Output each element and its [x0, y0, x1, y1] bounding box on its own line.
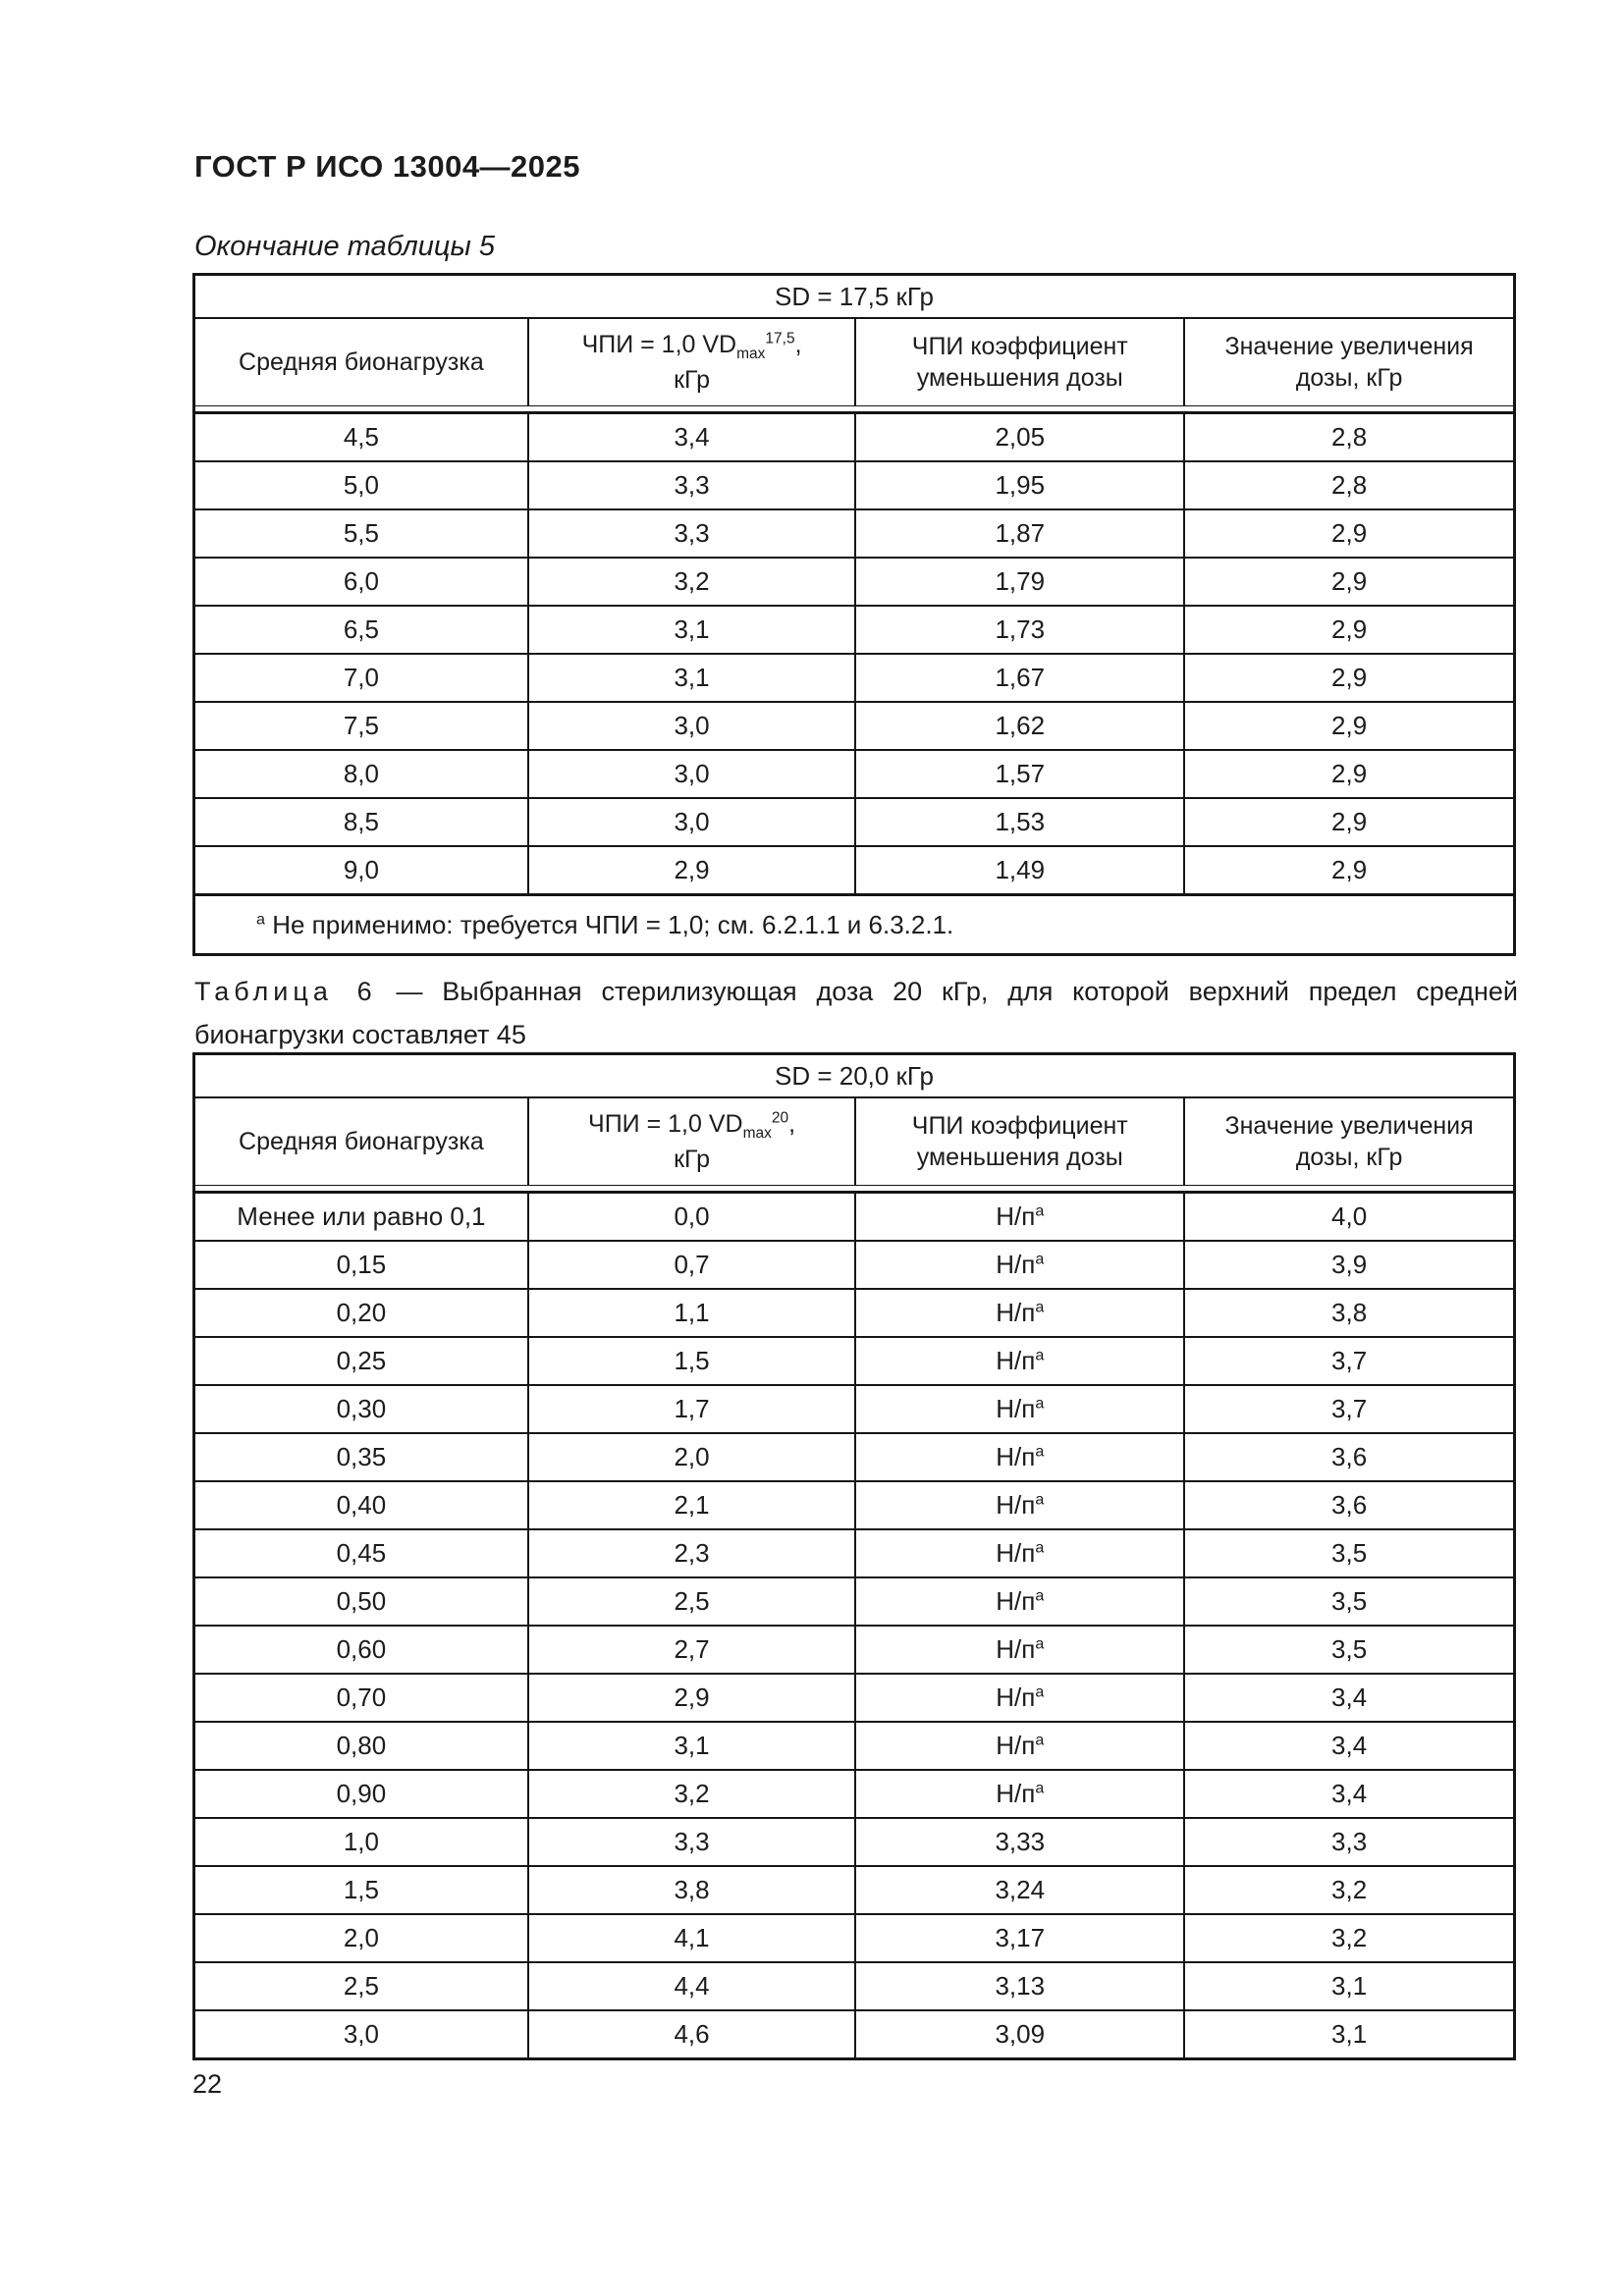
table-row [194, 1722, 1515, 1770]
table-row [194, 846, 1515, 895]
table6-caption-label: Таблица 6 [194, 977, 377, 1006]
table5-body [194, 413, 1515, 895]
table-cell: 3,1 [528, 654, 856, 702]
table-cell: 4,0 [1184, 1193, 1514, 1242]
table-cell: 1,73 [855, 606, 1184, 654]
doc-standard-title: ГОСТ Р ИСО 13004—2025 [194, 149, 581, 184]
table-cell: 3,3 [528, 1818, 856, 1866]
table-row [194, 702, 1515, 750]
table-cell: 2,9 [1184, 606, 1514, 654]
table-cell: 9,0 [194, 846, 528, 895]
table-cell: 0,15 [194, 1241, 528, 1289]
table-cell: 1,79 [855, 558, 1184, 606]
table-cell: 3,5 [1184, 1626, 1514, 1674]
table-cell: $Н/п^a$ [855, 1241, 1184, 1289]
table-cell: 2,9 [1184, 558, 1514, 606]
table-cell: $Н/п^a$ [855, 1385, 1184, 1433]
table-cell: 3,7 [1184, 1337, 1514, 1385]
table-cell: $Н/п^a$ [855, 1337, 1184, 1385]
table-cell: 1,95 [855, 461, 1184, 509]
table-cell: 8,0 [194, 750, 528, 798]
table-cell: 2,05 [855, 413, 1184, 462]
table-cell: 3,5 [1184, 1577, 1514, 1626]
table5-column-header-row [194, 318, 1515, 406]
table-row [194, 1674, 1515, 1722]
table-cell: $Н/п^a$ [855, 1722, 1184, 1770]
table-cell: 0,50 [194, 1577, 528, 1626]
table-cell: 5,5 [194, 509, 528, 558]
table-cell: 6,5 [194, 606, 528, 654]
table-cell: 1,49 [855, 846, 1184, 895]
table-row [194, 558, 1515, 606]
table-cell: 0,0 [528, 1193, 856, 1242]
table-cell: 1,0 [194, 1818, 528, 1866]
table5-col-dose-increase: Значение увеличения дозы, кГр [1184, 318, 1514, 406]
table-cell: $Н/п^a$ [855, 1674, 1184, 1722]
table-cell: 3,0 [194, 2010, 528, 2059]
table5-continuation-caption: Окончание таблицы 5 [194, 231, 495, 262]
table-cell: 3,0 [528, 798, 856, 846]
table5-footnote-row [194, 895, 1515, 955]
table5-footnote [194, 895, 1515, 955]
table-cell: 0,70 [194, 1674, 528, 1722]
table-cell: 2,9 [1184, 750, 1514, 798]
table-cell: 3,3 [528, 461, 856, 509]
table-cell: 1,62 [855, 702, 1184, 750]
page-number: 22 [192, 2069, 223, 2099]
table-cell: 0,40 [194, 1481, 528, 1529]
table-cell: 3,1 [528, 606, 856, 654]
table5-col-bioburden: Средняя бионагрузка [194, 318, 528, 406]
table-cell: 2,9 [1184, 654, 1514, 702]
table-cell: 2,5 [194, 1962, 528, 2010]
table-row [194, 1385, 1515, 1433]
table-cell: 7,5 [194, 702, 528, 750]
table-cell: 3,9 [1184, 1241, 1514, 1289]
table5-sd-17-5 [192, 273, 1516, 956]
table-cell: 0,80 [194, 1722, 528, 1770]
table6-caption-text: — Выбранная стерилизующая доза 20 кГр, для которой верхний предел средней бионагрузки составляет 45 [194, 977, 1518, 1049]
table5-sd-header: SD = 17,5 кГр [194, 275, 1515, 319]
table-row [194, 1289, 1515, 1337]
table6-col-dose-increase: Значение увеличения дозы, кГр [1184, 1097, 1514, 1186]
table-cell: 2,9 [528, 1674, 856, 1722]
table-cell: 1,5 [528, 1337, 856, 1385]
table-cell: 2,7 [528, 1626, 856, 1674]
table-cell: 4,4 [528, 1962, 856, 2010]
table-cell: 3,09 [855, 2010, 1184, 2059]
table6-col-dose-reduction: ЧПИ коэффициент уменьшения дозы [855, 1097, 1184, 1186]
table6-caption [194, 970, 1518, 1056]
table-cell: 3,4 [1184, 1674, 1514, 1722]
table-row [194, 1433, 1515, 1481]
table-cell: 3,2 [1184, 1866, 1514, 1914]
table-row [194, 1962, 1515, 2010]
table-cell: 1,5 [194, 1866, 528, 1914]
table-row [194, 1241, 1515, 1289]
table-cell: $Н/п^a$ [855, 1481, 1184, 1529]
table-cell: 3,4 [1184, 1770, 1514, 1818]
table-cell: 3,2 [528, 1770, 856, 1818]
table-cell: 3,1 [528, 1722, 856, 1770]
table-cell: 3,8 [1184, 1289, 1514, 1337]
table-row [194, 413, 1515, 462]
table-cell: 3,2 [1184, 1914, 1514, 1962]
table-cell: 3,3 [528, 509, 856, 558]
table-cell: 2,9 [1184, 509, 1514, 558]
table6-column-header-row [194, 1097, 1515, 1186]
table-cell: 3,1 [1184, 2010, 1514, 2059]
table-cell: 0,35 [194, 1433, 528, 1481]
table-cell: 2,0 [194, 1914, 528, 1962]
footnote-text: Не применимо: требуется ЧПИ = 1,0; см. 6.2.1.1 и 6.3.2.1. [272, 909, 954, 939]
table-row [194, 509, 1515, 558]
table-cell: 3,13 [855, 1962, 1184, 2010]
table-cell: 0,20 [194, 1289, 528, 1337]
table-cell: 3,5 [1184, 1529, 1514, 1577]
header-double-rule [194, 1186, 1515, 1193]
table5-col-vdmax: ЧПИ = 1,0 $VD_{max}^{17,5}$, кГр [528, 318, 856, 406]
table-cell: 2,9 [528, 846, 856, 895]
table-cell: 4,6 [528, 2010, 856, 2059]
table-cell: 3,24 [855, 1866, 1184, 1914]
table5-col-dose-reduction: ЧПИ коэффициент уменьшения дозы [855, 318, 1184, 406]
table-cell: Менее или равно 0,1 [194, 1193, 528, 1242]
table-row [194, 2010, 1515, 2059]
table-cell: 3,17 [855, 1914, 1184, 1962]
table-cell: 1,57 [855, 750, 1184, 798]
table-row [194, 1626, 1515, 1674]
table-cell: 3,1 [1184, 1962, 1514, 2010]
table-cell: 0,7 [528, 1241, 856, 1289]
table-cell: $Н/п^a$ [855, 1626, 1184, 1674]
table-row [194, 1193, 1515, 1242]
table-cell: 7,0 [194, 654, 528, 702]
table-cell: 2,8 [1184, 413, 1514, 462]
table-cell: 6,0 [194, 558, 528, 606]
table-cell: 1,1 [528, 1289, 856, 1337]
table-cell: $Н/п^a$ [855, 1529, 1184, 1577]
table-cell: 1,87 [855, 509, 1184, 558]
table-row [194, 1770, 1515, 1818]
table-cell: 0,25 [194, 1337, 528, 1385]
table-cell: 8,5 [194, 798, 528, 846]
table-row [194, 1337, 1515, 1385]
table-cell: 0,45 [194, 1529, 528, 1577]
table-cell: 3,4 [1184, 1722, 1514, 1770]
table-row [194, 654, 1515, 702]
table-cell: $Н/п^a$ [855, 1289, 1184, 1337]
table-cell: 3,6 [1184, 1481, 1514, 1529]
table-cell: 3,7 [1184, 1385, 1514, 1433]
table6-col-bioburden: Средняя бионагрузка [194, 1097, 528, 1186]
table-cell: 0,90 [194, 1770, 528, 1818]
table-cell: 2,9 [1184, 702, 1514, 750]
table-cell: $Н/п^a$ [855, 1433, 1184, 1481]
table-cell: 1,67 [855, 654, 1184, 702]
table-cell: 2,9 [1184, 798, 1514, 846]
table-cell: 1,53 [855, 798, 1184, 846]
table-cell: 0,60 [194, 1626, 528, 1674]
table6-sd-header-row [194, 1054, 1515, 1098]
table-cell: 1,7 [528, 1385, 856, 1433]
table-row [194, 1818, 1515, 1866]
table-cell: 2,9 [1184, 846, 1514, 895]
table-cell: 2,8 [1184, 461, 1514, 509]
table6-sd-header: SD = 20,0 кГр [194, 1054, 1515, 1098]
table-row [194, 1914, 1515, 1962]
table-cell: 3,4 [528, 413, 856, 462]
table-cell: 4,5 [194, 413, 528, 462]
table-cell: $Н/п^a$ [855, 1193, 1184, 1242]
table-row [194, 798, 1515, 846]
table6-sd-20 [192, 1052, 1516, 2060]
table-cell: $Н/п^a$ [855, 1577, 1184, 1626]
table-row [194, 1481, 1515, 1529]
table-row [194, 1866, 1515, 1914]
table-row [194, 750, 1515, 798]
table-cell: $Н/п^a$ [855, 1770, 1184, 1818]
table6-col-vdmax: ЧПИ = 1,0 $VD_{max}^{20}$, кГр [528, 1097, 856, 1186]
table-cell: 3,0 [528, 750, 856, 798]
table-cell: 3,33 [855, 1818, 1184, 1866]
table-cell: 0,30 [194, 1385, 528, 1433]
table-cell: 3,3 [1184, 1818, 1514, 1866]
table-row [194, 1577, 1515, 1626]
table-cell: 2,1 [528, 1481, 856, 1529]
footnote-marker: a [256, 909, 265, 928]
table5-sd-header-row [194, 275, 1515, 319]
table-row [194, 1529, 1515, 1577]
table-cell: 3,2 [528, 558, 856, 606]
table-cell: 2,3 [528, 1529, 856, 1577]
table-row [194, 606, 1515, 654]
table-cell: 3,6 [1184, 1433, 1514, 1481]
table-cell: 4,1 [528, 1914, 856, 1962]
table-row [194, 461, 1515, 509]
table-cell: 2,0 [528, 1433, 856, 1481]
table-cell: 2,5 [528, 1577, 856, 1626]
table-cell: 3,0 [528, 702, 856, 750]
table-cell: 3,8 [528, 1866, 856, 1914]
header-double-rule [194, 406, 1515, 413]
table-cell: 5,0 [194, 461, 528, 509]
table6-body [194, 1193, 1515, 2059]
